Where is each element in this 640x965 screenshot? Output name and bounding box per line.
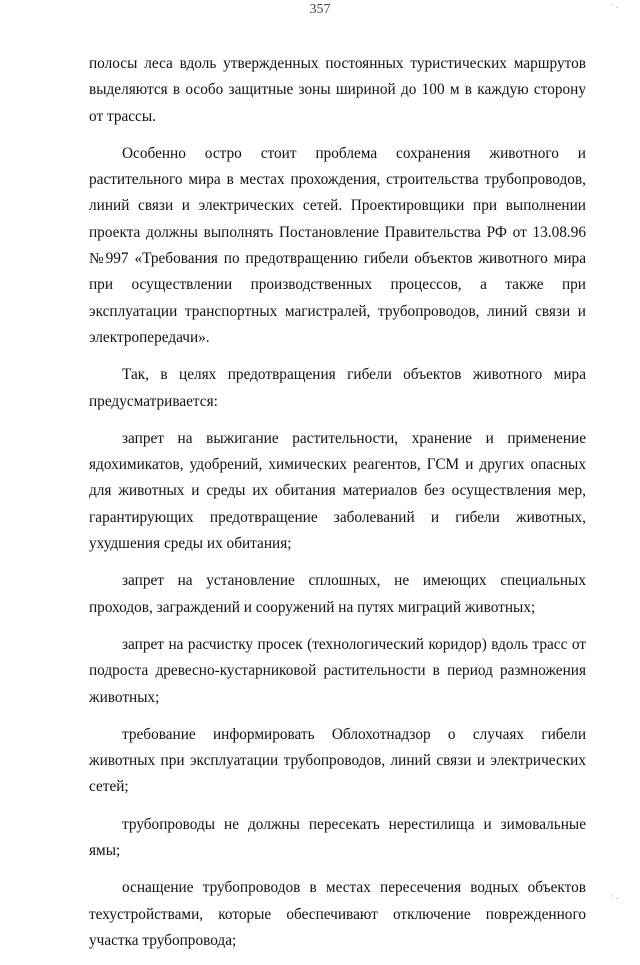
paragraph: запрет на расчистку просек (технологический коридор) вдоль трасс от подроста древесно-кустарниковой растительности в период размножения животных; (89, 635, 586, 706)
paragraph: Так, в целях предотвращения гибели объектов животного мира предусматривается: (89, 366, 586, 410)
page-number: 357 (309, 2, 331, 17)
paragraph: запрет на выжигание растительности, хранение и применение ядохимикатов, удобрений, химических реагентов, ГСМ и других опасных для животных и среды их обитания материалов без осуществления мер, гарантирующих предотвращение заболеваний и гибели животных, ухудшения среды их обитания; (89, 429, 586, 553)
paragraph: требование информировать Облохотнадзор о случаях гибели животных при эксплуатации трубопроводов, линий связи и электрических сетей; (89, 725, 586, 796)
paragraph: трубопроводы не должны пересекать нерестилища и зимовальные ямы; (89, 815, 586, 860)
document-body (89, 51, 586, 965)
paragraph: оснащение трубопроводов в местах пересечения водных объектов техустройствами, которые обеспечивают отключение поврежденного участка трубопровода; (89, 879, 586, 949)
scan-corner-mark: · . (610, 891, 618, 901)
paragraph: полосы леса вдоль утвержденных постоянных туристических маршрутов выделяются в особо защитные зоны шириной до 100 м в каждую сторону от трассы. (89, 55, 586, 125)
scan-corner-mark: · . (610, 0, 618, 10)
paragraph: Особенно остро стоит проблема сохранения животного и растительного мира в местах прохождения, строительства трубопроводов, линий связи и электрических сетей. Проектировщики при выполнении проекта должны выполнять Постановление Правительства РФ от 13.08.96 №997 «Требования по предотвращению гибели объектов животного мира при осуществлении производственных процессов, а также при эксплуатации транспортных магистралей, трубопроводов, линий связи и электропередачи». (89, 144, 586, 346)
paragraph: запрет на установление сплошных, не имеющих специальных проходов, заграждений и сооружений на путях миграций животных; (89, 572, 586, 616)
